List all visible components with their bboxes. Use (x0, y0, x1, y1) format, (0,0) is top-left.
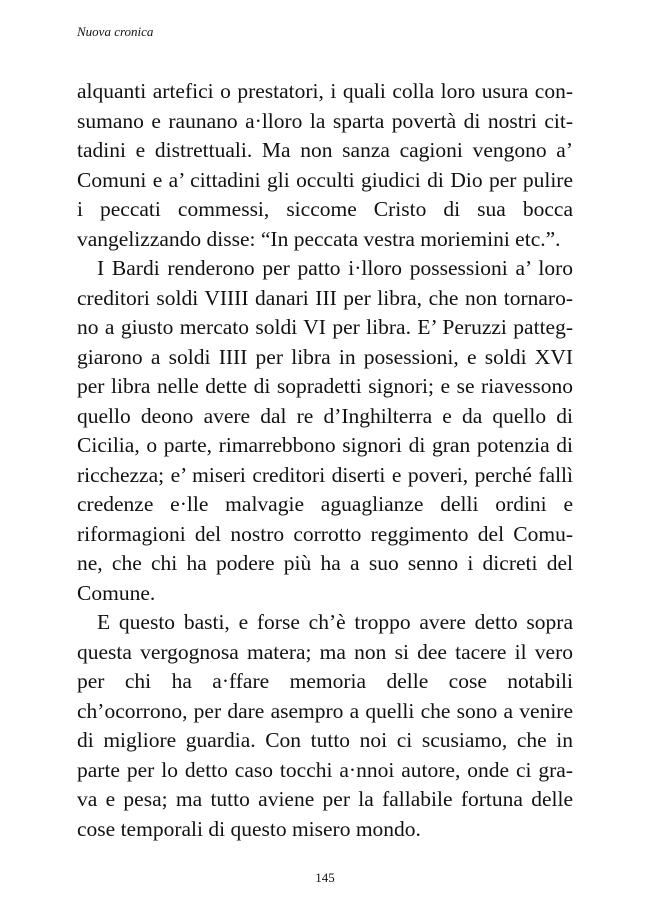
text-line: alquanti artefici o prestatori, i quali colla loro usura con- (77, 79, 573, 103)
text-line: Cicilia, o parte, rimarrebbono signori di gran potenzia di (77, 433, 573, 457)
page-number: 145 (315, 870, 335, 885)
text-line: tadini e distrettuali. Ma non sanza cagioni vengono a’ (77, 138, 573, 162)
paragraph-2 (77, 254, 573, 608)
text-line: cose temporali di questo misero mondo. (77, 816, 421, 841)
text-line: quello deono avere dal re d’Inghilterra e da quello di (77, 403, 573, 428)
running-head: Nuova cronica (77, 24, 154, 39)
text-line: no a giusto mercato soldi VI per libra. E’ Peruzzi patteg- (77, 315, 573, 339)
text-line: Comuni e a’ cittadini gli occulti giudici di Dio per pulire (77, 167, 573, 192)
text-line: sumano e raunano a·lloro la sparta povertà di nostri cit- (77, 108, 573, 133)
paragraph-1 (77, 77, 573, 254)
text-line: ricchezza; e’ miseri creditori diserti e poveri, perché fallì (77, 462, 573, 487)
text-line: giarono a soldi IIII per libra in posessioni, e soldi XVI (77, 344, 573, 369)
text-line: questa vergognosa matera; ma non si dee tacere il vero (77, 639, 573, 664)
text-line: di migliore guardia. Con tutto noi ci scusiamo, che in (77, 728, 573, 752)
text-line: va e pesa; ma tutto aviene per la fallabile fortuna delle (77, 787, 573, 811)
text-line: ch’ocorrono, per dare asempro a quelli che sono a venire (77, 698, 573, 723)
text-line: parte per lo detto caso tocchi a·nnoi autore, onde ci gra- (77, 757, 573, 782)
text-line: creditori soldi VIIII danari III per libra, che non tornaro- (77, 285, 573, 310)
text-line: I Bardi renderono per patto i·lloro possessioni a’ loro (97, 256, 573, 280)
text-line: E questo basti, e forse ch’è troppo avere detto sopra (97, 610, 573, 634)
text-line: per chi ha a·ffare memoria delle cose notabili (77, 669, 573, 693)
paragraph-3 (77, 608, 573, 844)
text-line: vangelizzando disse: “In peccata vestra moriemini etc.”. (77, 226, 561, 251)
text-line: i peccati commessi, siccome Cristo di sua bocca (77, 197, 573, 221)
text-line: Comune. (77, 580, 156, 605)
text-line: credenze e·lle malvagie aguaglianze delli ordini e (77, 492, 573, 516)
text-line: riformagioni del nostro corrotto reggimento del Comu- (77, 521, 573, 546)
text-line: ne, che chi ha podere più ha a suo senno i dicreti del (77, 551, 573, 575)
text-line: per libra nelle dette di sopradetti signori; e se riavessono (77, 374, 573, 398)
body-text (77, 77, 573, 844)
